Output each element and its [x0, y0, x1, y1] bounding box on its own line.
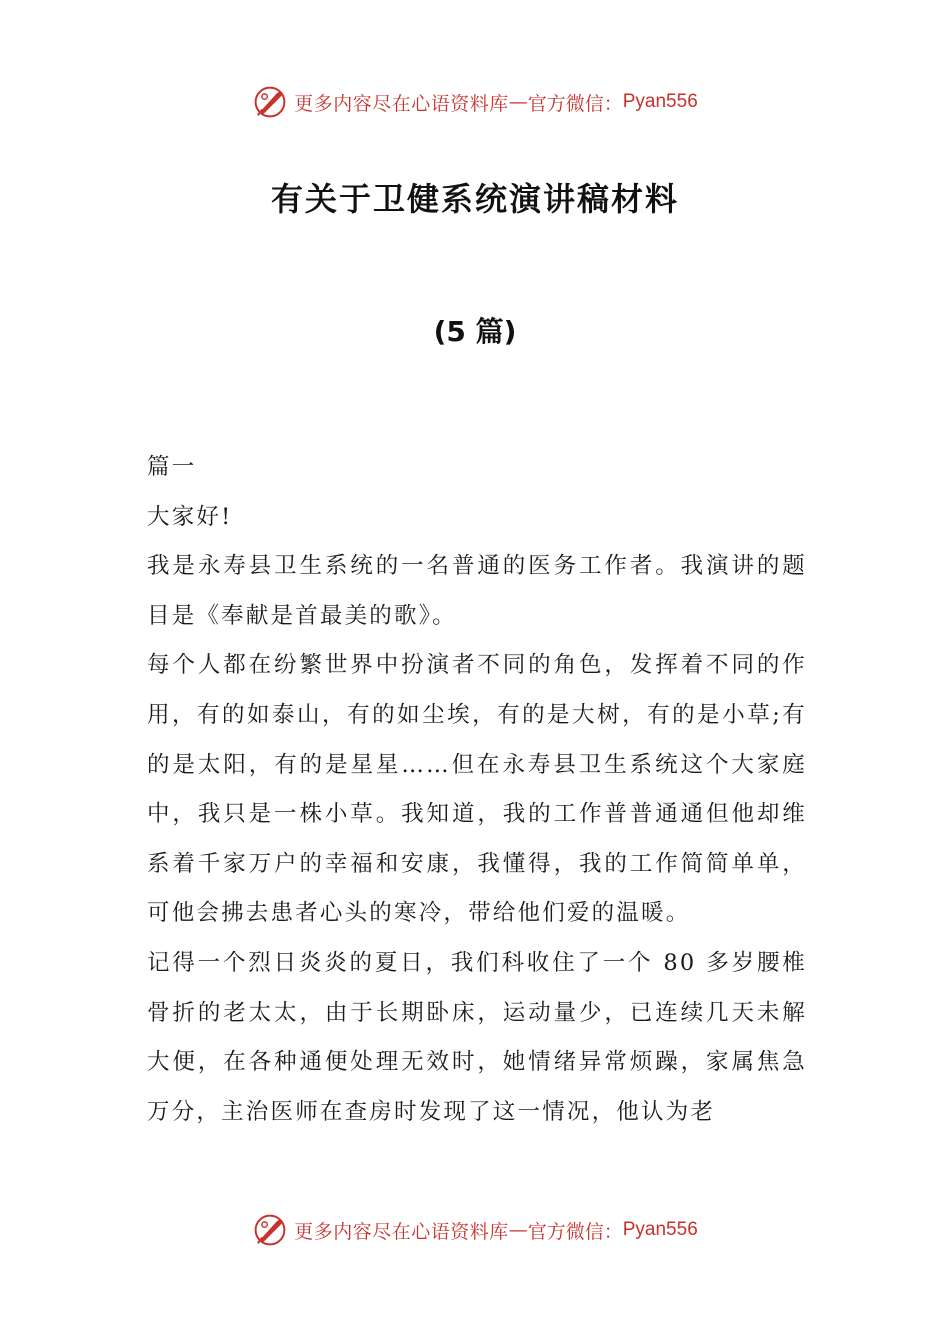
banner-wechat-label: 官方微信：	[527, 92, 623, 115]
banner-text: 更多内容尽在心语资料库	[294, 1220, 509, 1243]
banner-wechat-label: 官方微信：	[527, 1220, 623, 1243]
greeting-paragraph: 大家好!	[147, 503, 233, 530]
section-heading: 篇一	[147, 454, 197, 480]
banner-wechat-id: Pyan556	[622, 91, 698, 112]
quill-logo-icon	[252, 84, 288, 120]
body-paragraph: 每个人都在纷繁世界中扮演者不同的角色，发挥着不同的作用，有的如泰山，有的如尘埃，有的是大树，有的是小草;有的是太阳，有的是星星……但在永寿县卫生系统这个大家庭中，我只是一株小草。我知道，我的工作普普通通但他却维系着千家万户的幸福和安康，我懂得，我的工作简简单单，可他会拂去患者心头的寒冷，带给他们爱的温暖。	[147, 652, 807, 927]
banner-wechat-id: Pyan556	[622, 1219, 698, 1240]
body-paragraph: 我是永寿县卫生系统的一名普通的医务工作者。我演讲的题目是《奉献是首最美的歌》。	[147, 553, 807, 629]
banner-dash: —	[508, 91, 528, 113]
document-body	[147, 443, 807, 1137]
header-banner	[0, 80, 950, 124]
document-title: 有关于卫健系统演讲稿材料	[270, 180, 679, 218]
banner-text: 更多内容尽在心语资料库	[294, 92, 509, 115]
quill-logo-icon	[252, 1212, 288, 1248]
body-paragraph: 记得一个烈日炎炎的夏日，我们科收住了一个 80 多岁腰椎骨折的老太太，由于长期卧床，运动量少，已连续几天未解大便，在各种通便处理无效时，她情绪异常烦躁，家属焦急万分，主治医师在查房时发现了这一情况，他认为老	[147, 949, 807, 1125]
document-subtitle: (5 篇)	[433, 315, 517, 348]
footer-banner	[0, 1208, 950, 1252]
banner-dash: —	[508, 1219, 528, 1241]
